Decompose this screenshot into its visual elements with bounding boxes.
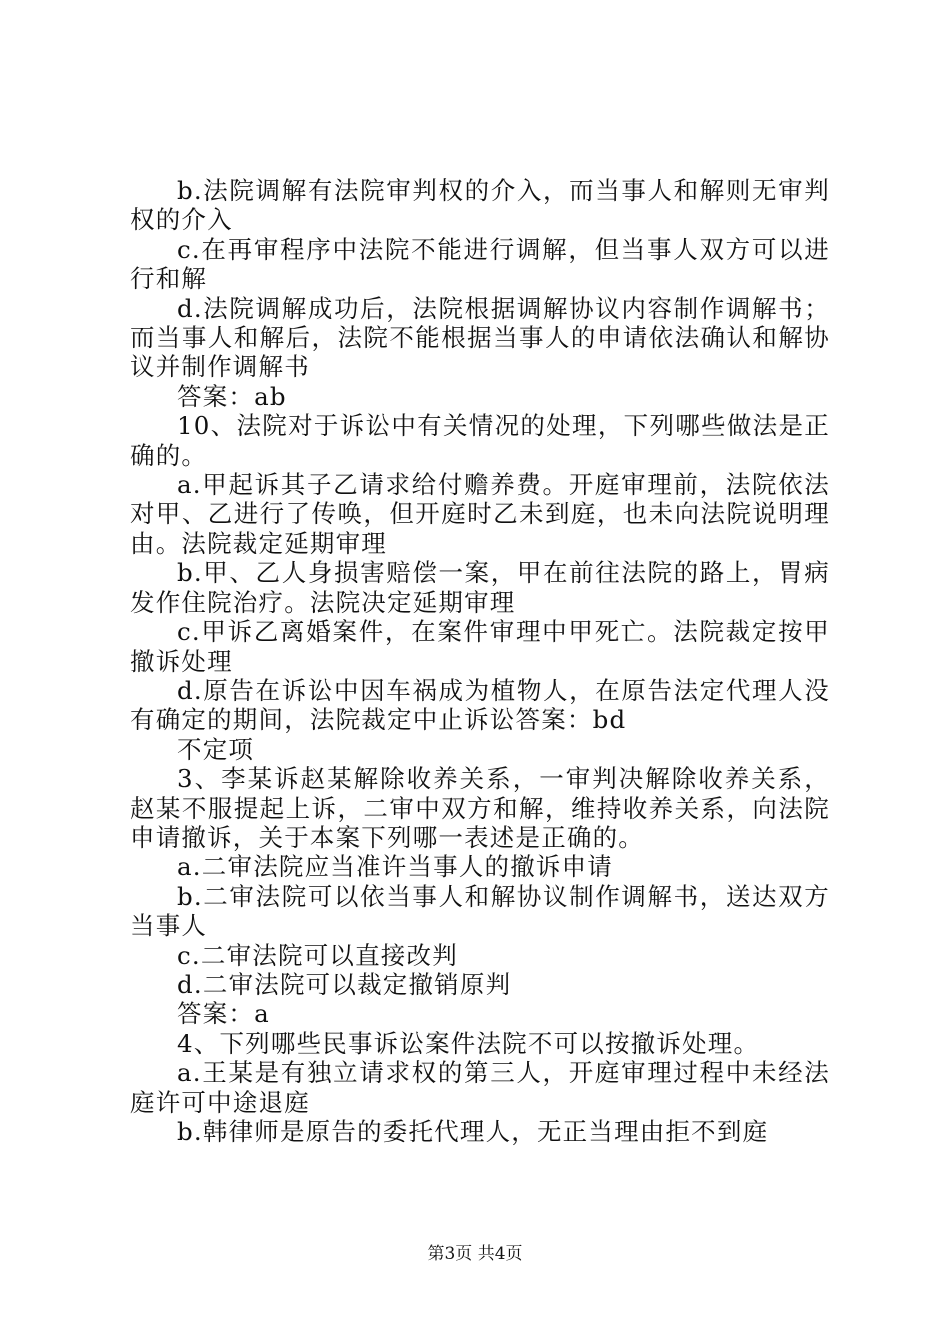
paragraph: d.法院调解成功后，法院根据调解协议内容制作调解书；而当事人和解后，法院不能根据当事人的申请依法确认和解协议并制作调解书	[130, 293, 830, 382]
paragraph: c.二审法院可以直接改判	[177, 940, 458, 970]
section-heading: 不定项	[177, 734, 255, 764]
question-3: 3、李某诉赵某解除收养关系，一审判决解除收养关系，赵某不服提起上诉，二审中双方和解，维持收养关系，向法院申请撤诉，关于本案下列哪一表述是正确的。	[130, 764, 830, 852]
question-10: 10、法院对于诉讼中有关情况的处理，下列哪些做法是正确的。	[130, 411, 830, 470]
paragraph: b.甲、乙人身损害赔偿一案，甲在前往法院的路上，胃病发作住院治疗。法院决定延期审理	[130, 558, 830, 617]
page-number: 第3页 共4页	[427, 1244, 523, 1264]
paragraph: b.韩律师是原告的委托代理人，无正当理由拒不到庭	[177, 1117, 769, 1146]
paragraph: d.二审法院可以裁定撤销原判	[177, 969, 512, 999]
paragraph: a.二审法院应当准许当事人的撤诉申请	[177, 852, 613, 882]
paragraph: d.原告在诉讼中因车祸成为植物人，在原告法定代理人没有确定的期间，法院裁定中止诉讼答案：bd	[130, 675, 830, 735]
question-4: 4、下列哪些民事诉讼案件法院不可以按撤诉处理。	[177, 1028, 760, 1058]
paragraph: c.甲诉乙离婚案件，在案件审理中甲死亡。法院裁定按甲撤诉处理	[130, 617, 830, 676]
document-body	[130, 176, 830, 1146]
paragraph: a.甲起诉其子乙请求给付赡养费。开庭审理前，法院依法对甲、乙进行了传唤，但开庭时乙未到庭，也未向法院说明理由。法院裁定延期审理	[130, 470, 830, 558]
paragraph: c.在再审程序中法院不能进行调解，但当事人双方可以进行和解	[130, 234, 830, 294]
paragraph: b.二审法院可以依当事人和解协议制作调解书，送达双方当事人	[130, 881, 830, 941]
answer-line: 答案：ab	[177, 381, 287, 411]
page-footer	[0, 1244, 950, 1264]
paragraph: b.法院调解有法院审判权的介入，而当事人和解则无审判权的介入	[130, 176, 830, 235]
answer-line: 答案：a	[177, 999, 270, 1029]
paragraph: a.王某是有独立请求权的第三人，开庭审理过程中未经法庭许可中途退庭	[130, 1058, 830, 1117]
